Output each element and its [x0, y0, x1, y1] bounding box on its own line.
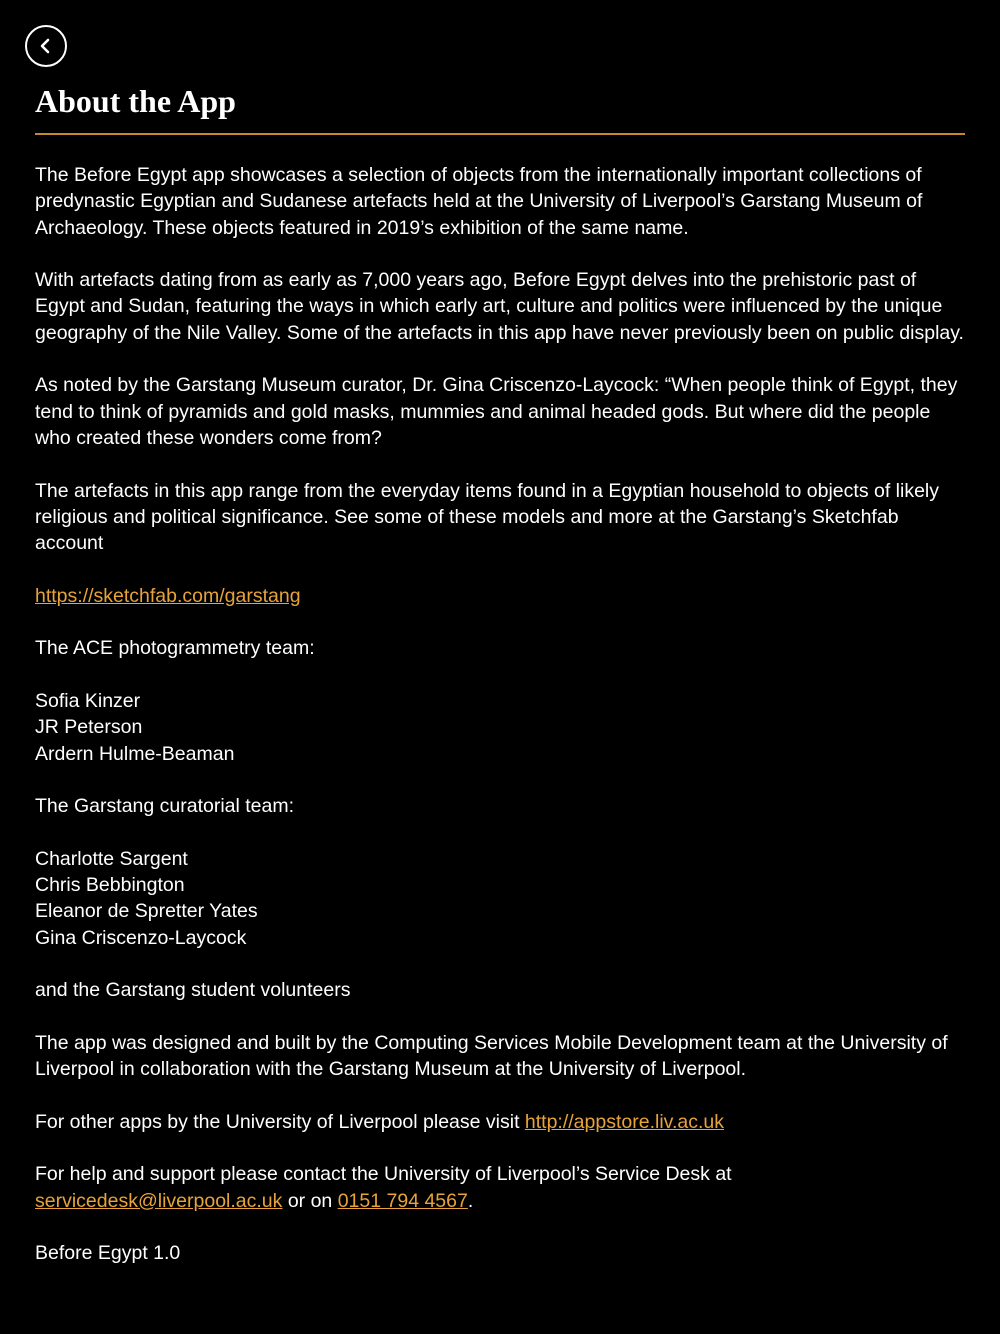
curator-quote-paragraph: As noted by the Garstang Museum curator, Dr. Gina Criscenzo-Laycock: “When people think of Egypt, they tend to think of pyramids and gold masks, mummies and animal headed gods. But where did the people who created these wonders come from? — [35, 374, 958, 449]
other-apps-paragraph — [35, 1109, 965, 1135]
team-member: Charlotte Sargent — [35, 847, 188, 870]
help-text: For help and support please contact the University of Liverpool’s Service Desk at — [35, 1163, 732, 1186]
or-on-text: or on — [282, 1189, 338, 1212]
page-title: About the App — [35, 83, 236, 119]
sketchfab-paragraph — [35, 583, 965, 609]
built-by-paragraph: The app was designed and built by the Computing Services Mobile Development team at the University of Liverpool in collaboration with the Garstang Museum at the University of Liverpool. — [35, 1031, 948, 1081]
history-paragraph: With artefacts dating from as early as 7,000 years ago, Before Egypt delves into the prehistoric past of Egypt and Sudan, featuring the ways in which early art, culture and politics were influenced by the unique geography of the Nile Valley. Some of the artefacts in this app have never previously been on public display. — [35, 269, 964, 344]
intro-paragraph: The Before Egypt app showcases a selection of objects from the internationally important collections of predynastic Egyptian and Sudanese artefacts held at the University of Liverpool’s Garstang Museum of Archaeology. These objects featured in 2019’s exhibition of the same name. — [35, 164, 923, 239]
team-member: Ardern Hulme-Beaman — [35, 742, 235, 765]
curatorial-heading: The Garstang curatorial team: — [35, 795, 295, 818]
other-apps-text: For other apps by the University of Liverpool please visit — [35, 1110, 525, 1133]
phone-link[interactable]: 0151 794 4567 — [337, 1189, 468, 1212]
chevron-left-icon — [38, 37, 54, 55]
servicedesk-email-link[interactable]: servicedesk@liverpool.ac.uk — [35, 1189, 283, 1212]
period-text: . — [467, 1189, 474, 1212]
ace-team-list — [35, 688, 965, 767]
about-content[interactable] — [35, 162, 965, 1284]
team-member: Eleanor de Spretter Yates — [35, 900, 258, 923]
team-member: JR Peterson — [35, 716, 143, 739]
artefacts-paragraph: The artefacts in this app range from the everyday items found in a Egyptian household to objects of likely religious and political significance. See some of these models and more at the Garstang’s Sketchfab account — [35, 479, 940, 555]
sketchfab-link[interactable]: https://sketchfab.com/garstang — [35, 584, 301, 607]
title-divider — [35, 133, 965, 135]
curatorial-team-list — [35, 846, 965, 951]
help-paragraph — [35, 1161, 965, 1214]
back-button[interactable] — [25, 25, 67, 67]
team-member: Gina Criscenzo-Laycock — [35, 926, 247, 949]
team-member: Sofia Kinzer — [35, 689, 141, 712]
appstore-link[interactable]: http://appstore.liv.ac.uk — [524, 1110, 724, 1133]
version-text: Before Egypt 1.0 — [35, 1242, 181, 1265]
team-member: Chris Bebbington — [35, 874, 185, 897]
volunteers-paragraph: and the Garstang student volunteers — [35, 979, 351, 1002]
ace-heading: The ACE photogrammetry team: — [35, 637, 315, 660]
